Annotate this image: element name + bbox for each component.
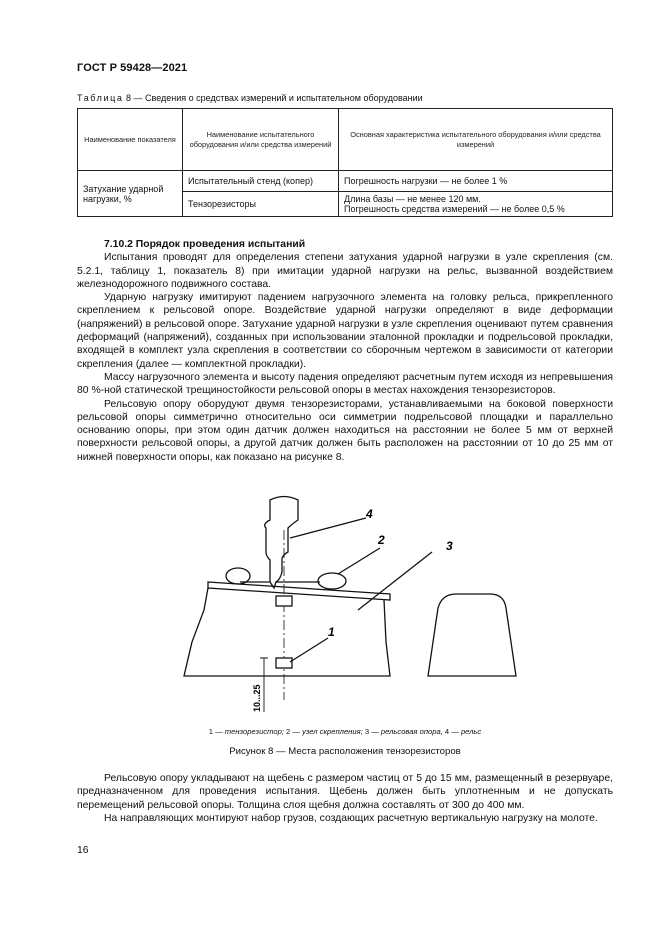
characteristic-line: Длина базы — не менее 120 мм.: [344, 194, 481, 204]
leader-2: [338, 548, 380, 574]
leader-3: [358, 552, 432, 610]
legend-num: 4: [444, 727, 450, 736]
table-cell-characteristic: [339, 192, 613, 217]
legend-num: 3: [364, 727, 370, 736]
dimension-label: 10...25: [252, 684, 262, 712]
table-cell-characteristic: Погрешность нагрузки — не более 1 %: [339, 171, 613, 192]
paragraph: Рельсовую опору укладывают на щебень с размером частиц от 5 до 15 мм, размещенный в резервуаре, предназначенном для проведения испытания. Щебень должен быть уплотненным и не допускать перемещений рельсовой опоры. Толщина слоя щебня должна составлять от 300 до 400 мм.: [77, 773, 613, 811]
clip-left: [226, 568, 250, 584]
clip-right: [318, 573, 346, 589]
strain-gauge-upper: [276, 596, 292, 606]
figure-legend: [77, 727, 613, 736]
characteristic-line: Погрешность средства измерений — не более 0,5 %: [344, 204, 565, 214]
label-4: 4: [366, 507, 373, 521]
legend-text: — узел скрепления;: [290, 727, 365, 736]
paragraph: Массу нагрузочного элемента и высоту падения определяют расчетным путем исходя из непревышения 80 %-ной статической трещиностойкости рельсовой опоры в местах нахождения тензорезисторов.: [77, 371, 613, 397]
rail-head: [265, 497, 298, 589]
section-body-continued: [77, 772, 613, 825]
paragraph: Рельсовую опору оборудуют двумя тензорезисторами, устанавливаемыми на боковой поверхности рельсовой опоры симметрично относительно оси симметрии подрельсовой площадки и параллельно основанию опоры, при этом один датчик должен находиться на расстоянии не более 5 мм от верхней поверхности рельсовой опоры, а другой датчик должен быть расположен на расстоянии от 10 до 25 мм от нижней поверхности опоры, как показано на рисунке 8.: [77, 398, 613, 463]
section-body: [77, 238, 613, 464]
label-3: 3: [446, 539, 453, 553]
sleeper-section: [428, 594, 516, 676]
measurement-table: [77, 108, 613, 217]
table-cell-equipment: Тензорезисторы: [183, 192, 339, 217]
paragraph: Ударную нагрузку имитируют падением нагрузочного элемента на головку рельса, прикрепленного скреплением к рельсовой опоре. Воздействие ударной нагрузки определяют в виде деформации (напряжений) в рельсовой опоре. Затухание ударной нагрузки в узле скрепления оценивают путем сравнения деформаций (напряжений), созданных при использовании эталонной прокладки и подрельсовой прокладки, входящей в комплект узла скрепления в соответствии со сборочным чертежом в зависимости от категории скрепления (далее — комплектной прокладки).: [77, 292, 613, 370]
table-header-cell: Наименование показателя: [78, 109, 183, 171]
leader-1: [290, 638, 328, 662]
paragraph: Испытания проводят для определения степени затухания ударной нагрузки в узле скрепления (см. 5.2.1, таблицу 1, показатель 8) при имитации ударной нагрузки на рельс, вызванной воздействием железнодорожного подвижного состава.: [77, 252, 613, 290]
legend-text: — рельсовая опора,: [369, 727, 445, 736]
table-cell-equipment: Испытательный стенд (копер): [183, 171, 339, 192]
label-1: 1: [328, 625, 335, 639]
legend-num: 2: [286, 727, 291, 736]
legend-text: — рельс: [449, 727, 482, 736]
strain-gauge-lower: [276, 658, 292, 668]
page-number: 16: [77, 845, 89, 856]
table-caption-prefix: Таблица: [77, 93, 124, 103]
table-row: [78, 171, 613, 192]
document-header: ГОСТ Р 59428—2021: [77, 62, 188, 74]
table-caption-text: 8 — Сведения о средствах измерений и испытательном оборудовании: [126, 93, 423, 103]
legend-num: 1: [208, 727, 213, 736]
table-header-row: [78, 109, 613, 171]
section-title: 7.10.2 Порядок проведения испытаний: [104, 239, 306, 250]
figure-drawing: [170, 490, 530, 715]
table-cell-indicator: Затухание ударной нагрузки, %: [78, 171, 183, 217]
sleeper-top: [208, 582, 390, 600]
legend-text: — тензорезистор;: [212, 727, 287, 736]
label-2: 2: [378, 533, 385, 547]
figure-caption: Рисунок 8 — Места расположения тензорезисторов: [229, 746, 461, 757]
paragraph: На направляющих монтируют набор грузов, создающих расчетную вертикальную нагрузку на молоте.: [104, 812, 598, 824]
table-header-cell: Основная характеристика испытательного оборудования и/или средства измерений: [339, 109, 613, 171]
dimension-line: [260, 658, 268, 676]
leader-4: [290, 518, 366, 538]
table-caption: [77, 93, 423, 103]
table-header-cell: Наименование испытательного оборудования и/или средства измерений: [183, 109, 339, 171]
